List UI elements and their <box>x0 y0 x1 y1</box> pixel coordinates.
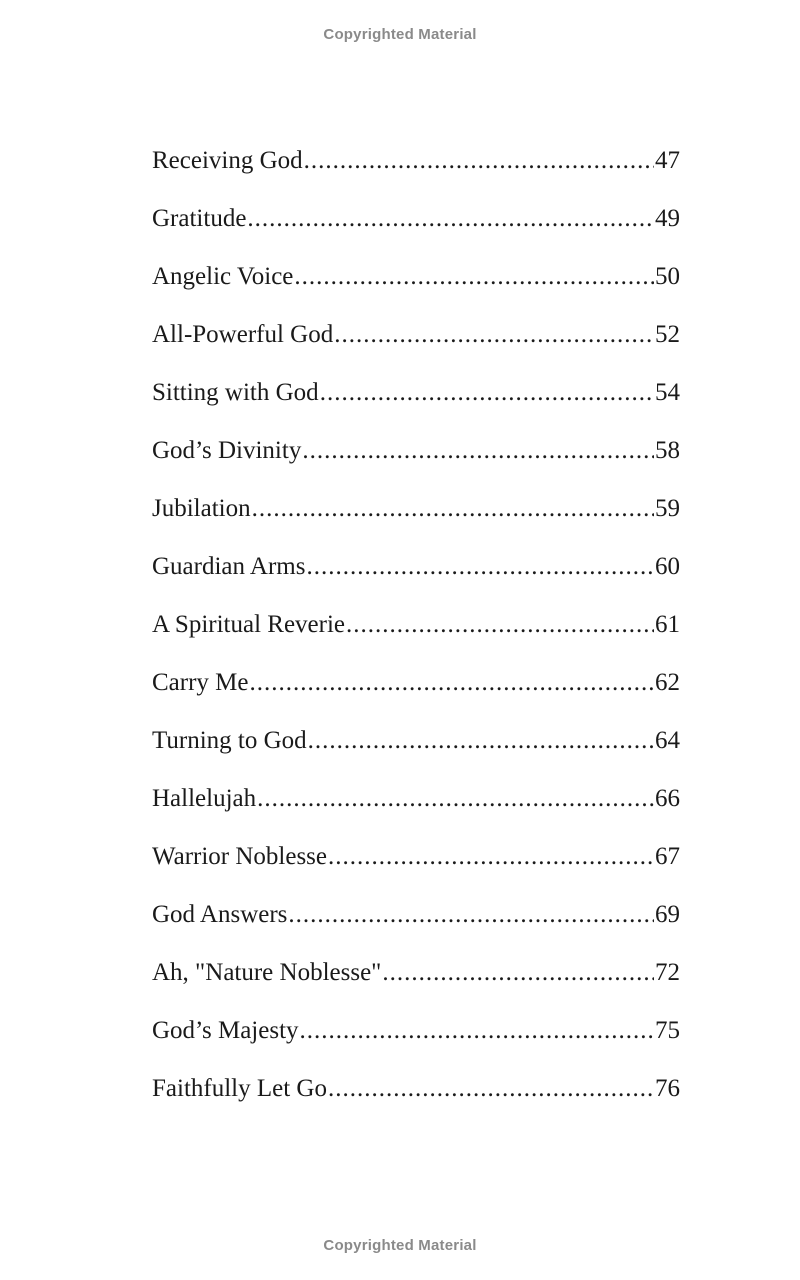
toc-entry[interactable] <box>152 141 680 199</box>
toc-entry-title: All-Powerful God <box>152 321 334 348</box>
dot-leader <box>304 141 654 181</box>
toc-entry-page: 58 <box>655 437 680 464</box>
dot-leader <box>247 199 654 239</box>
toc-entry-page: 66 <box>655 785 680 812</box>
dot-leader <box>294 257 654 297</box>
toc-entry[interactable] <box>152 1069 680 1127</box>
toc-entry-page: 52 <box>655 321 680 348</box>
toc-entry-title: A Spiritual Reverie <box>152 611 346 638</box>
toc-entry-title: Guardian Arms <box>152 553 306 580</box>
toc-entry[interactable] <box>152 721 680 779</box>
toc-entry-page: 47 <box>655 147 680 174</box>
dot-leader <box>288 895 654 935</box>
toc-entry-title: Jubilation <box>152 495 251 522</box>
toc-entry-page: 76 <box>655 1075 680 1102</box>
toc-entry[interactable] <box>152 779 680 837</box>
toc-entry-title: Hallelujah <box>152 785 257 812</box>
toc-entry-page: 67 <box>655 843 680 870</box>
toc-entry-page: 75 <box>655 1017 680 1044</box>
toc-entry-title: God’s Divinity <box>152 437 302 464</box>
toc-entry[interactable] <box>152 547 680 605</box>
dot-leader <box>306 547 654 587</box>
toc-entry-page: 62 <box>655 669 680 696</box>
toc-entry[interactable] <box>152 605 680 663</box>
dot-leader <box>382 953 654 993</box>
table-of-contents <box>152 141 680 1127</box>
toc-entry-page: 61 <box>655 611 680 638</box>
dot-leader <box>300 1011 654 1051</box>
toc-entry-title: God’s Majesty <box>152 1017 299 1044</box>
toc-entry[interactable] <box>152 489 680 547</box>
toc-entry[interactable] <box>152 663 680 721</box>
toc-entry-title: Receiving God <box>152 147 303 174</box>
dot-leader <box>320 373 654 413</box>
toc-entry[interactable] <box>152 199 680 257</box>
toc-entry-page: 64 <box>655 727 680 754</box>
dot-leader <box>252 489 654 529</box>
toc-entry-title: Gratitude <box>152 205 247 232</box>
dot-leader <box>257 779 654 819</box>
dot-leader <box>308 721 654 761</box>
dot-leader <box>328 837 654 877</box>
dot-leader <box>328 1069 654 1109</box>
toc-entry[interactable] <box>152 373 680 431</box>
toc-entry-page: 50 <box>655 263 680 290</box>
toc-entry-title: Sitting with God <box>152 379 319 406</box>
dot-leader <box>334 315 654 355</box>
toc-entry-title: Faithfully Let Go <box>152 1075 327 1102</box>
toc-entry-page: 59 <box>655 495 680 522</box>
toc-entry-title: Carry Me <box>152 669 249 696</box>
toc-entry[interactable] <box>152 315 680 373</box>
toc-entry-page: 60 <box>655 553 680 580</box>
toc-entry-page: 72 <box>655 959 680 986</box>
toc-entry-title: God Answers <box>152 901 288 928</box>
copyright-watermark-top: Copyrighted Material <box>323 26 477 43</box>
toc-entry[interactable] <box>152 953 680 1011</box>
toc-entry-title: Ah, "Nature Noblesse" <box>152 959 382 986</box>
toc-entry-title: Angelic Voice <box>152 263 294 290</box>
dot-leader <box>302 431 654 471</box>
toc-entry[interactable] <box>152 1011 680 1069</box>
toc-entry-title: Turning to God <box>152 727 307 754</box>
toc-entry[interactable] <box>152 837 680 895</box>
dot-leader <box>250 663 655 703</box>
copyright-watermark-bottom: Copyrighted Material <box>323 1237 477 1254</box>
toc-entry-title: Warrior Noblesse <box>152 843 328 870</box>
toc-entry-page: 69 <box>655 901 680 928</box>
toc-entry-page: 54 <box>655 379 680 406</box>
toc-entry-page: 49 <box>655 205 680 232</box>
dot-leader <box>346 605 654 645</box>
toc-entry[interactable] <box>152 431 680 489</box>
toc-entry[interactable] <box>152 257 680 315</box>
toc-entry[interactable] <box>152 895 680 953</box>
